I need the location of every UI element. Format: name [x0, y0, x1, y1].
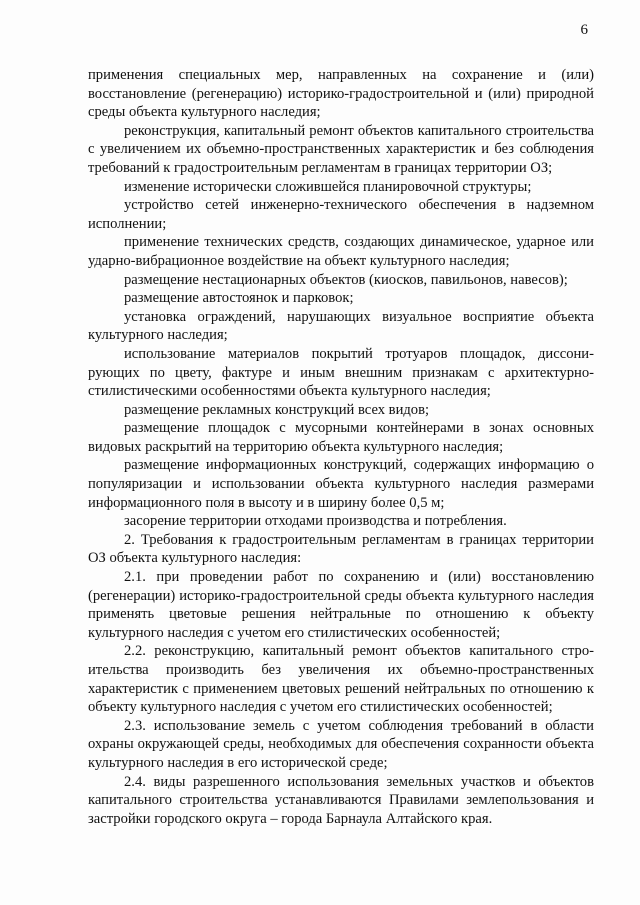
paragraph-technical-means: применение технических средств, создающих динамическое, ударное или ударно-вибрационное воздействие на объект культурного наследия;: [88, 234, 594, 269]
clause-2-1: 2.1. при проведении работ по сохранению и (или) восстановлению (регенерации) историко-градостроительной среды объекта культурного наследия применять цветовые решения нейтральные по отношению к объекту культурного наследия с учетом его стилистических особенностей;: [88, 569, 594, 641]
page-number: 6: [580, 22, 588, 38]
paragraph-advertising: размещение рекламных конструкций всех видов;: [124, 401, 430, 418]
clause-2-3: 2.3. использование земель с учетом соблюдения требований в области охраны окружающей среды, необходимых для обеспечения сохранности объекта культурного наследия в его исторической среде;: [88, 717, 594, 771]
paragraph-fences: установка ограждений, нарушающих визуальное восприятие объекта культурного наследия;: [88, 308, 594, 344]
paragraph-planning-structure: изменение исторически сложившейся планировочной структуры;: [124, 178, 532, 195]
clause-2-2: 2.2. реконструкцию, капитальный ремонт объектов капитального строительства производить без увеличения их объемно-пространственных характеристик с применением цветовых решений нейтральных по отношению к объекту культурного наследия с учетом его стилистических особенностей;: [88, 643, 594, 716]
paragraph-reconstruction: реконструкция, капитальный ремонт объектов капитального строительства с увеличением их объемно-пространственных характеристик и без соблюдения требований к градостроительным регламентам в границах территории ОЗ;: [88, 122, 594, 176]
paragraph-non-stationary-objects: размещение нестационарных объектов (киосков, павильонов, навесов);: [124, 271, 568, 288]
paragraph-continuation: применения специальных мер, направленных на сохранение и (или) восстановление (регенерацию) историко-градостроительной и (или) природной среды объекта культурного наследия;: [88, 67, 594, 121]
document-body: [88, 66, 594, 828]
section-2-heading: 2. Требования к градостроительным регламентам в границах территории ОЗ объекта культурного наследия:: [88, 531, 594, 567]
paragraph-waste-sites: размещение площадок с мусорными контейнерами в зонах основных видовых раскрытий на территорию объекта культурного наследия;: [88, 420, 594, 455]
clause-2-4: 2.4. виды разрешенного использования земельных участков и объектов капитального строительства устанавливаются Правилами землепользования и застройки городского округа – города Барнаула Алтайского края.: [88, 773, 594, 827]
paragraph-information-structures: размещение информационных конструкций, содержащих информацию о популяризации и использовании объекта культурного наследия размерами информационного поля в высоту и в ширину более 0,5 м;: [88, 457, 594, 511]
paragraph-engineering-networks: устройство сетей инженерно-технического обеспечения в надземном исполнении;: [88, 197, 594, 232]
paragraph-pavement-materials: использование материалов покрытий тротуаров площадок, диссонирующих по цвету, фактуре и иным внешним признакам с архитектурно-стилистическими особенностями объекта культурного наследия;: [88, 345, 594, 400]
paragraph-parking: размещение автостоянок и парковок;: [124, 290, 354, 307]
paragraph-littering: засорение территории отходами производства и потребления.: [124, 513, 507, 530]
